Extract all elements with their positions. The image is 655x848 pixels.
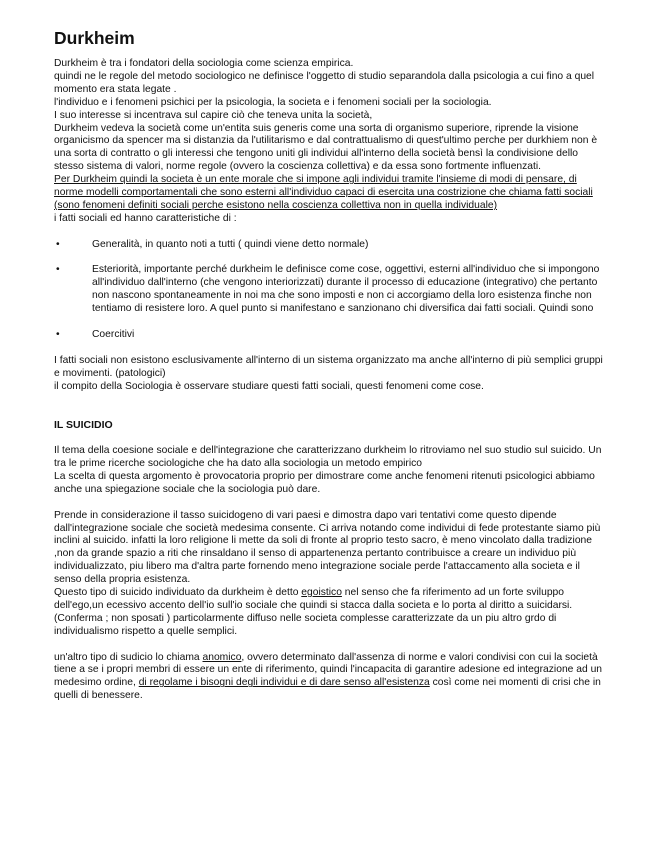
term-egoistico: egoistico [301,587,342,599]
text-run: Questo tipo di suicido individuato da durkheim è detto [54,587,302,599]
bullet-icon: • [56,328,60,340]
paragraph: il compito della Sociologia è osservare studiare questi fatti sociali, questi fenomeni come cose. [54,380,484,392]
list-item [54,264,606,316]
bullet-icon: • [56,264,60,276]
paragraph: Durkheim è tra i fondatori della sociologia come scienza empirica. [54,58,354,69]
bullet-icon: • [56,238,60,250]
text-run: , ovvero determinato dall'assenza di norme e valori condivisi con cui la società tiene a se i propri membri di essere un ente di riferimento, quindi l'incapacita di garantire adesione ed integrazione ad un medesimo ordine, [54,651,603,689]
paragraph: l'individuo e i fenomeni psichici per la psicologia, la societa e i fenomeni sociali per la sociologia. [54,96,492,108]
paragraph [54,652,606,704]
list-item-text: Generalità, in quanto noti a tutti ( quindi viene detto normale) [92,238,369,250]
underlined-passage: Per Durkheim quindi la societa è un ente morale che si impone agli individui tramite l'insieme di modi di pensare, di norme modelli comportamentali che sono esterni all'individuo capaci di esercita una costrizione che chiama fatti sociali (sono fenomeni definiti sociali perche esistono nella coscienza collettiva non in quella individuale) [54,174,593,211]
paragraph: I fatti sociali non esistono esclusivamente all'interno di un sistema organizzato ma anche all'interno di più semplici gruppi e movimenti. (patologici) [54,354,603,379]
text-run: un'altro tipo di sudicio lo chiama [54,651,203,663]
paragraph: Il tema della coesione sociale e dell'integrazione che caratterizzano durkheim lo ritroviamo nel suo studio sul suicido. Un tra le prime ricerche sociologiche che ha dato alla sociologia un metodo empirico [54,445,602,469]
list-item-text: Esteriorità, importante perché durkheim le definisce come cose, oggettivi, esterni all'individuo che si impongono all'individuo dall'interno (che vengono interiorizzati) durante il processo di educazione (integrativo) che pertanto non nascono spontaneamente in noi ma che sono imposti e non ci accorgiamo della loro esistenza finche non tentiamo di resistere loro. A quel punto si manifestano e sanzionano chi diversifica dai fatti sociali. Quindi sono [92,264,600,315]
paragraph: I suo interesse si incentrava sul capire ciò che teneva unita la società, [54,109,373,121]
page-title: Durkheim [54,28,135,48]
list-item-text: Coercitivi [92,328,135,340]
list-item [54,239,606,252]
text-run: così come nei momenti di crisi che in quelli di benessere. [54,677,601,702]
paragraph: Durkheim vedeva la società come un'entita suis generis come una sorta di organismo superiore, riprende la visione organicismo da spencer ma si distanzia da l'utilitarismo e dal contrattualismo di quest'ultimo perche per durkhiem non è una sorta di contratto o gli interessi che tengono uniti gli individui all'interno della società bensì la condivisione dello stesso sistema di valori, norme regole (ovvero la coscienza collettiva) e da essa sono fortmente influenzati. [54,122,598,173]
paragraph: Prende in considerazione il tasso suicidogeno di vari paesi e dimostra dapo vari tentativi come questo dipende dall'integrazione sociale che società medesima consente. Ci arriva notando come individui di fede protestante siamo più inclini al suicido. infatti la loro religione li mette da soli di fronte al proprio testo sacro, è meno vincolato dalla tradizione ,non da grande spazio a riti che rinsaldano il senso di appartenenza pertanto contribuisce a creare un individuo più individualizzato, piu libero ma d'altra parte fornendo meno integrazione sociale perde l'attaccamento alla societa e il senso della propria esistenza. [54,509,601,586]
underlined-phrase: di regolame i bisogni degli individui e di dare senso all'esistenza [138,677,430,689]
facts-intro: i fatti sociali ed hanno caratteristiche di : [54,212,237,224]
text-run: nel senso che fa riferimento ad un forte sviluppo dell'ego,un ecessivo accento dell'io sull'io sociale che quindi si stacca dalla societa e lo porta al diritto a suicidarsi. (Conferma ; non sposati ) particolarmente diffuso nelle societa complesse caratterizzate da un piu altro grdo di individualismo rispetto a quelle semplici. [54,587,573,637]
section-heading: IL SUICIDIO [54,419,113,432]
term-anomico: anomico [202,651,242,663]
paragraph: quindi ne le regole del metodo sociologico ne definisce l'oggetto di studio separandola dalla psicologia a cui fino a quel momento era stata legate . [54,70,595,95]
list-item [54,329,606,342]
paragraph: La scelta di questa argomento è provocatoria proprio per dimostrare come anche fenomeni ritenuti psicologici abbiamo anche una spiegazione sociale che la sociologia può dare. [54,470,595,495]
paragraph [54,587,606,639]
document-body [54,58,606,703]
